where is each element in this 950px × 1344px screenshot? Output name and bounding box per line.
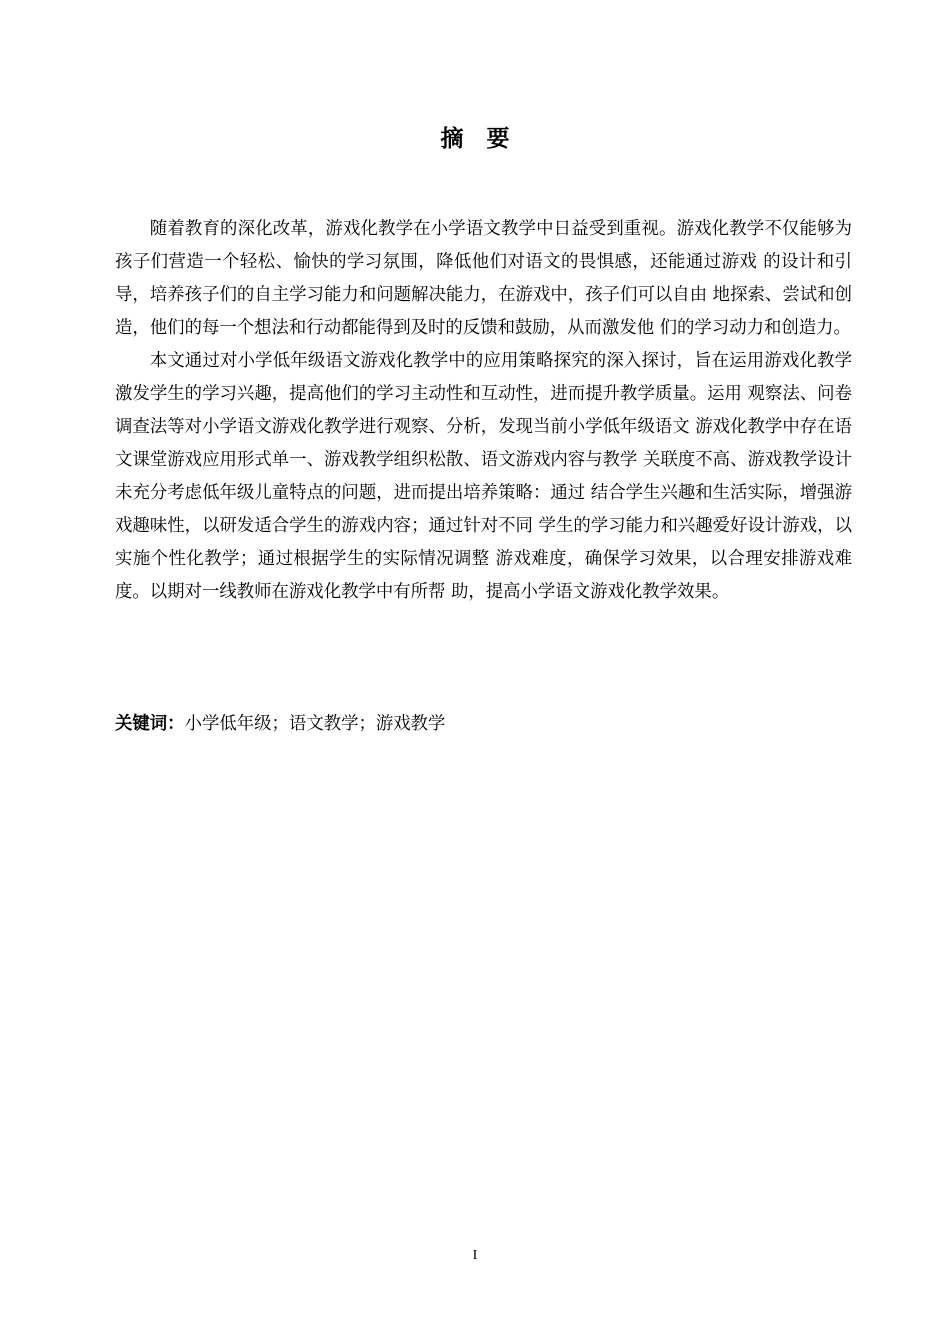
page-title: 摘 要 bbox=[440, 126, 510, 152]
keywords-label: 关键词： bbox=[115, 714, 185, 734]
keywords-line bbox=[115, 707, 852, 741]
page-number: I bbox=[472, 1248, 478, 1263]
abstract-paragraph-2: 本文通过对小学低年级语文游戏化教学中的应用策略探究的深入探讨，旨在运用游戏化教学激发学生的学习兴趣，提高他们的学习主动性和互动性，进而提升教学质量。运用 观察法、问卷调查法等对小学语文游戏化教学进行观察、分析，发现当前小学低年级语文 游戏化教学中存在语文课堂游戏应用形式单一、游戏教学组织松散、语文游戏内容与教学 关联度不高、游戏教学设计未充分考虑低年级儿童特点的问题，进而提出培养策略：通过 结合学生兴趣和生活实际，增强游戏趣味性，以研发适合学生的游戏内容；通过针对不同 学生的学习能力和兴趣爱好设计游戏，以实施个性化教学；通过根据学生的实际情况调整 游戏难度，确保学习效果，以合理安排游戏难度。以期对一线教师在游戏化教学中有所帮 助，提高小学语文游戏化教学效果。 bbox=[115, 351, 852, 602]
keywords-value: 小学低年级；语文教学；游戏教学 bbox=[184, 714, 446, 734]
abstract-body bbox=[115, 213, 852, 609]
abstract-paragraph-1: 随着教育的深化改革，游戏化教学在小学语文教学中日益受到重视。游戏化教学不仅能够为孩子们营造一个轻松、愉快的学习氛围，降低他们对语文的畏惧感，还能通过游戏 的设计和引导，培养孩子们的自主学习能力和问题解决能力，在游戏中，孩子们可以自由 地探索、尝试和创造，他们的每一个想法和行动都能得到及时的反馈和鼓励，从而激发他 们的学习动力和创造力。 bbox=[115, 219, 852, 338]
